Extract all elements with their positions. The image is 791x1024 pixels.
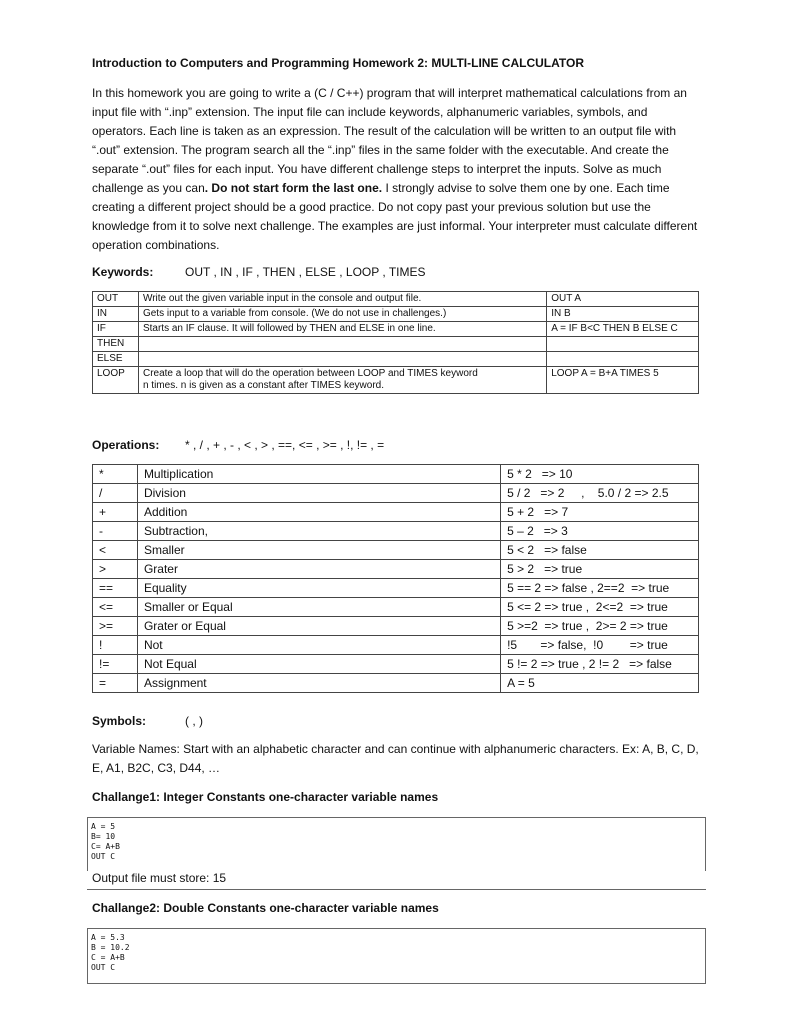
- keyword-example-cell: A = IF B<C THEN B ELSE C: [547, 322, 699, 337]
- challenge1-box-bottom: [87, 889, 706, 890]
- keyword-example-cell: IN B: [547, 307, 699, 322]
- operator-cell: /: [93, 484, 138, 503]
- operation-name-cell: Grater or Equal: [137, 617, 500, 636]
- operation-example-cell: !5 => false, !0 => true: [501, 636, 699, 655]
- operation-row: [93, 579, 699, 598]
- operator-cell: *: [93, 465, 138, 484]
- intro-paragraph: [92, 84, 702, 255]
- operation-example-cell: 5 == 2 => false , 2==2 => true: [501, 579, 699, 598]
- keyword-description: Write out the given variable input in the console and output file.: [142, 293, 422, 304]
- symbols-list: ( , ): [185, 714, 203, 728]
- keyword-cell: LOOP: [93, 367, 139, 394]
- operation-example-cell: A = 5: [501, 674, 699, 693]
- keyword-example-cell: LOOP A = B+A TIMES 5: [547, 367, 699, 394]
- operation-name-cell: Smaller or Equal: [137, 598, 500, 617]
- operations-table: [92, 464, 699, 693]
- keyword-row: [93, 292, 699, 307]
- keyword-row: [93, 322, 699, 337]
- symbols-label: Symbols:: [92, 714, 147, 728]
- operation-example-cell: 5 * 2 => 10: [501, 465, 699, 484]
- keyword-description: Create a loop that will do the operation between LOOP and TIMES keyword: [142, 368, 478, 379]
- challenge1-code-box: [87, 817, 706, 871]
- operation-example-cell: 5 + 2 => 7: [501, 503, 699, 522]
- operator-cell: =: [93, 674, 138, 693]
- operation-row: [93, 598, 699, 617]
- operations-label: Operations:: [92, 438, 160, 452]
- keyword-cell: THEN: [93, 337, 139, 352]
- operator-cell: -: [93, 522, 138, 541]
- keyword-cell: IF: [93, 322, 139, 337]
- operator-cell: <=: [93, 598, 138, 617]
- operation-row: [93, 465, 699, 484]
- code-line: OUT C: [91, 963, 116, 972]
- operation-row: [93, 484, 699, 503]
- code-line: A = 5.3: [91, 933, 125, 942]
- operation-name-cell: Not: [137, 636, 500, 655]
- keyword-description-cell: [138, 307, 546, 322]
- keyword-cell: IN: [93, 307, 139, 322]
- operation-example-cell: 5 <= 2 => true , 2<=2 => true: [501, 598, 699, 617]
- keyword-example-cell: [547, 337, 699, 352]
- operation-row: [93, 541, 699, 560]
- keyword-description-cell: [138, 367, 546, 394]
- keyword-description-cell: [138, 292, 546, 307]
- keywords-line: [92, 265, 426, 279]
- keyword-row: [93, 367, 699, 394]
- operation-name-cell: Addition: [137, 503, 500, 522]
- keyword-description: Gets input to a variable from console. (We do not use in challenges.): [142, 308, 447, 319]
- keyword-cell: ELSE: [93, 352, 139, 367]
- intro-bold-warning: . Do not start form the last one.: [204, 181, 383, 195]
- operation-name-cell: Not Equal: [137, 655, 500, 674]
- operation-row: [93, 674, 699, 693]
- operation-row: [93, 617, 699, 636]
- keywords-table: [92, 291, 699, 394]
- symbols-line: [92, 714, 203, 728]
- operation-example-cell: 5 != 2 => true , 2 != 2 => false: [501, 655, 699, 674]
- operation-name-cell: Grater: [137, 560, 500, 579]
- operation-example-cell: 5 < 2 => false: [501, 541, 699, 560]
- operation-row: [93, 560, 699, 579]
- operator-cell: <: [93, 541, 138, 560]
- operator-cell: >=: [93, 617, 138, 636]
- keyword-description-cell: [138, 322, 546, 337]
- operation-name-cell: Division: [137, 484, 500, 503]
- operator-cell: !: [93, 636, 138, 655]
- code-line: OUT C: [91, 852, 116, 861]
- keyword-description-cell: [138, 352, 546, 367]
- code-line: B = 10.2: [91, 943, 130, 952]
- operation-example-cell: 5 – 2 => 3: [501, 522, 699, 541]
- operator-cell: ==: [93, 579, 138, 598]
- operator-cell: >: [93, 560, 138, 579]
- keyword-cell: OUT: [93, 292, 139, 307]
- operation-name-cell: Multiplication: [137, 465, 500, 484]
- operation-row: [93, 522, 699, 541]
- keyword-example-cell: [547, 352, 699, 367]
- challenge2-heading: Challange2: Double Constants one-character variable names: [92, 901, 439, 915]
- intro-text-part2: I strongly advise to solve them one by one. Each time creating a different project should be a good practice. Do not copy past your previous solution but use the knowledge from it to solve next challenge. The examples are just informal. Your interpreter must calculate different operation combinations.: [92, 181, 698, 252]
- keywords-list: OUT , IN , IF , THEN , ELSE , LOOP , TIMES: [185, 265, 426, 279]
- keyword-row: [93, 307, 699, 322]
- keyword-description: Starts an IF clause. It will followed by THEN and ELSE in one line.: [142, 323, 436, 334]
- operations-list: * , / , + , - , < , > , ==, <= , >= , !, != , =: [185, 438, 385, 452]
- keyword-row: [93, 352, 699, 367]
- operation-example-cell: 5 > 2 => true: [501, 560, 699, 579]
- operation-row: [93, 655, 699, 674]
- operator-cell: !=: [93, 655, 138, 674]
- code-line: B= 10: [91, 832, 116, 841]
- operator-cell: +: [93, 503, 138, 522]
- code-line: C = A+B: [91, 953, 125, 962]
- operation-example-cell: 5 / 2 => 2 , 5.0 / 2 => 2.5: [501, 484, 699, 503]
- operation-name-cell: Subtraction,: [137, 522, 500, 541]
- operation-row: [93, 636, 699, 655]
- code-line: C= A+B: [91, 842, 120, 851]
- variable-names-text: Variable Names: Start with an alphabetic character and can continue with alphanumeric characters. Ex: A, B, C, D, E, A1, B2C, C3, D44, …: [92, 742, 699, 775]
- keyword-description-continued: n times. n is given as a constant after TIMES keyword.: [142, 380, 384, 391]
- keywords-label: Keywords:: [92, 265, 154, 279]
- challenge1-output: Output file must store: 15: [92, 871, 227, 885]
- keyword-description-cell: [138, 337, 546, 352]
- operation-name-cell: Assignment: [137, 674, 500, 693]
- intro-text-part1: In this homework you are going to write a (C / C++) program that will interpret mathematical calculations from an input file with “.inp” extension. The input file can include keywords, alphanumeric variables, symbols, and operators. Each line is taken as an expression. The result of the calculation will be written to an output file with “.out” extension. The program search all the “.inp” files in the same folder with the executable. And create the separate “.out” files for each input. You have different challenge steps to interpret the inputs. Solve as much challenge as you can: [92, 86, 687, 195]
- operation-row: [93, 503, 699, 522]
- challenge1-heading: Challange1: Integer Constants one-character variable names: [92, 790, 439, 804]
- keyword-row: [93, 337, 699, 352]
- operation-name-cell: Equality: [137, 579, 500, 598]
- operations-line: [92, 438, 384, 452]
- keyword-example-cell: OUT A: [547, 292, 699, 307]
- challenge2-code-box: [87, 928, 706, 984]
- code-line: A = 5: [91, 822, 116, 831]
- document-title: Introduction to Computers and Programming Homework 2: MULTI-LINE CALCULATOR: [92, 56, 584, 70]
- operation-example-cell: 5 >=2 => true , 2>= 2 => true: [501, 617, 699, 636]
- operation-name-cell: Smaller: [137, 541, 500, 560]
